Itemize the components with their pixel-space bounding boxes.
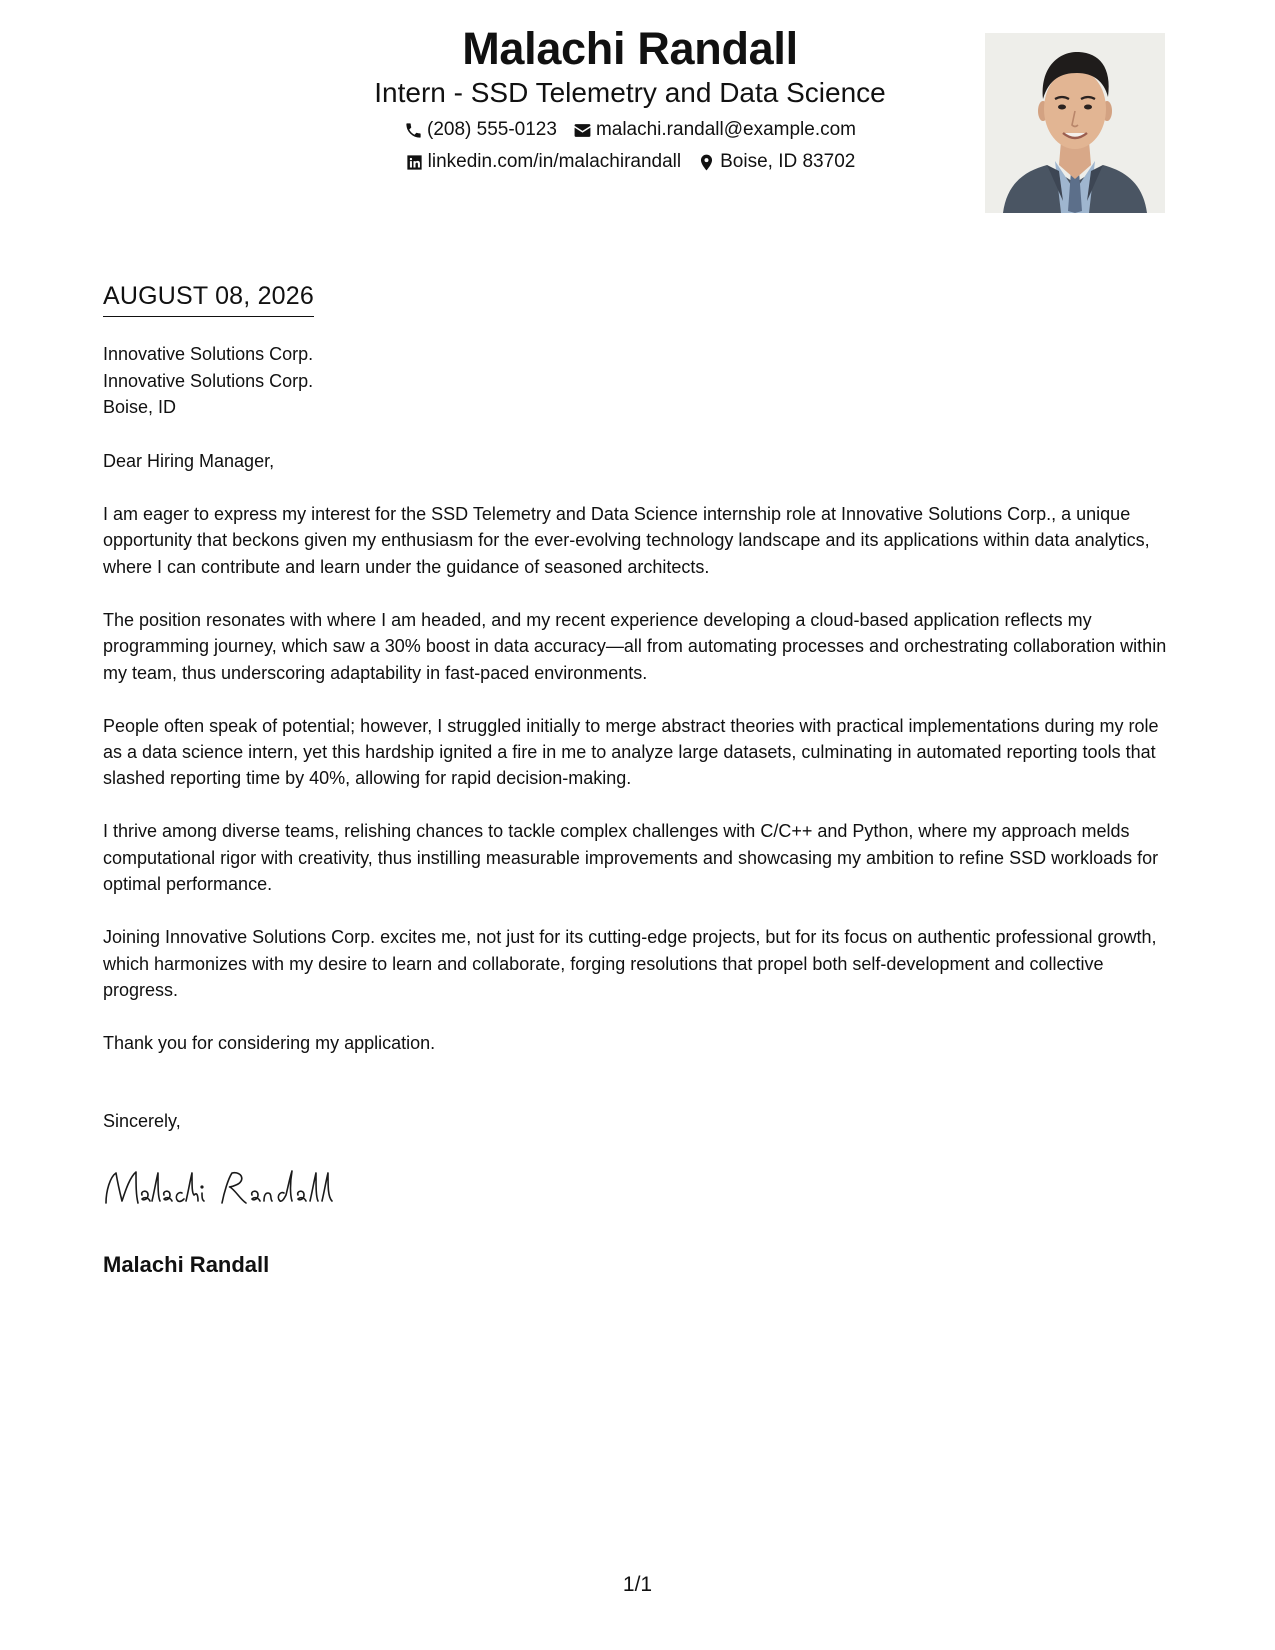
signer-name: Malachi Randall [103,1252,270,1277]
linkedin-icon [405,153,424,172]
body-paragraph: People often speak of potential; however, I struggled initially to merge abstract theories with practical implementations during my role as a data science intern, yet this hardship ignited a fire in me to analyze large datasets, culminating in automated reporting tools that slashed reporting time by 40%, allowing for rapid decision-making. [103,715,1159,789]
applicant-role: Intern - SSD Telemetry and Data Science [374,77,886,108]
thank-you-line: Thank you for considering my application. [103,1033,436,1054]
phone-icon [404,121,423,140]
headshot-illustration [985,33,1165,213]
email-address[interactable]: malachi.randall@example.com [595,119,856,140]
letter-body [103,448,1173,1083]
headshot-photo [985,33,1165,213]
contact-email[interactable] [573,118,856,142]
map-pin-icon [697,153,716,172]
applicant-name: Malachi Randall [462,23,798,74]
contact-linkedin[interactable] [405,150,681,174]
location-text: Boise, ID 83702 [720,151,856,172]
body-paragraph: I thrive among diverse teams, relishing chances to tackle complex challenges with C/C++ and Python, where my approach melds computational rigor with creativity, thus instilling measurable improvements and showcasing my ambition to refine SSD workloads for optimal performance. [103,821,1159,895]
recipient-line: Boise, ID [103,397,177,417]
closing: Sincerely, [103,1111,181,1131]
recipient-line: Innovative Solutions Corp. [103,344,314,364]
recipient-line: Innovative Solutions Corp. [103,370,314,391]
page-number: 1/1 [622,1573,653,1596]
salutation: Dear Hiring Manager, [103,451,275,471]
contact-location [697,150,855,174]
recipient-address [103,341,313,421]
letter-date: AUGUST 08, 2026 [103,280,314,317]
linkedin-url[interactable]: linkedin.com/in/malachirandall [427,151,682,172]
body-paragraph: Joining Innovative Solutions Corp. excites me, not just for its cutting-edge projects, but for its focus on authentic professional growth, which harmonizes with my desire to learn and collaborate, forging resolutions that propel both self-development and collective progress. [103,927,1157,1001]
envelope-icon [573,121,592,140]
phone-number: (208) 555-0123 [427,119,557,140]
contact-row-secondary [230,150,1030,174]
signature-image [100,1163,370,1213]
body-paragraph: I am eager to express my interest for the SSD Telemetry and Data Science internship role at Innovative Solutions Corp., a unique opportunity that beckons given my enthusiasm for the ever-evolving technology landscape and its applications within data analytics, where I can contribute and learn under the guidance of seasoned architects. [103,504,1150,577]
contact-phone [404,118,557,142]
contact-row-primary [230,118,1030,142]
handwritten-signature [100,1163,370,1213]
body-paragraph: The position resonates with where I am headed, and my recent experience developing a cloud-based application reflects my programming journey, which saw a 30% boost in data accuracy—all from automating processes and orchestrating collaboration within my team, thus underscoring adaptability in fast-paced environments. [103,609,1167,683]
letter-header [230,22,1030,174]
